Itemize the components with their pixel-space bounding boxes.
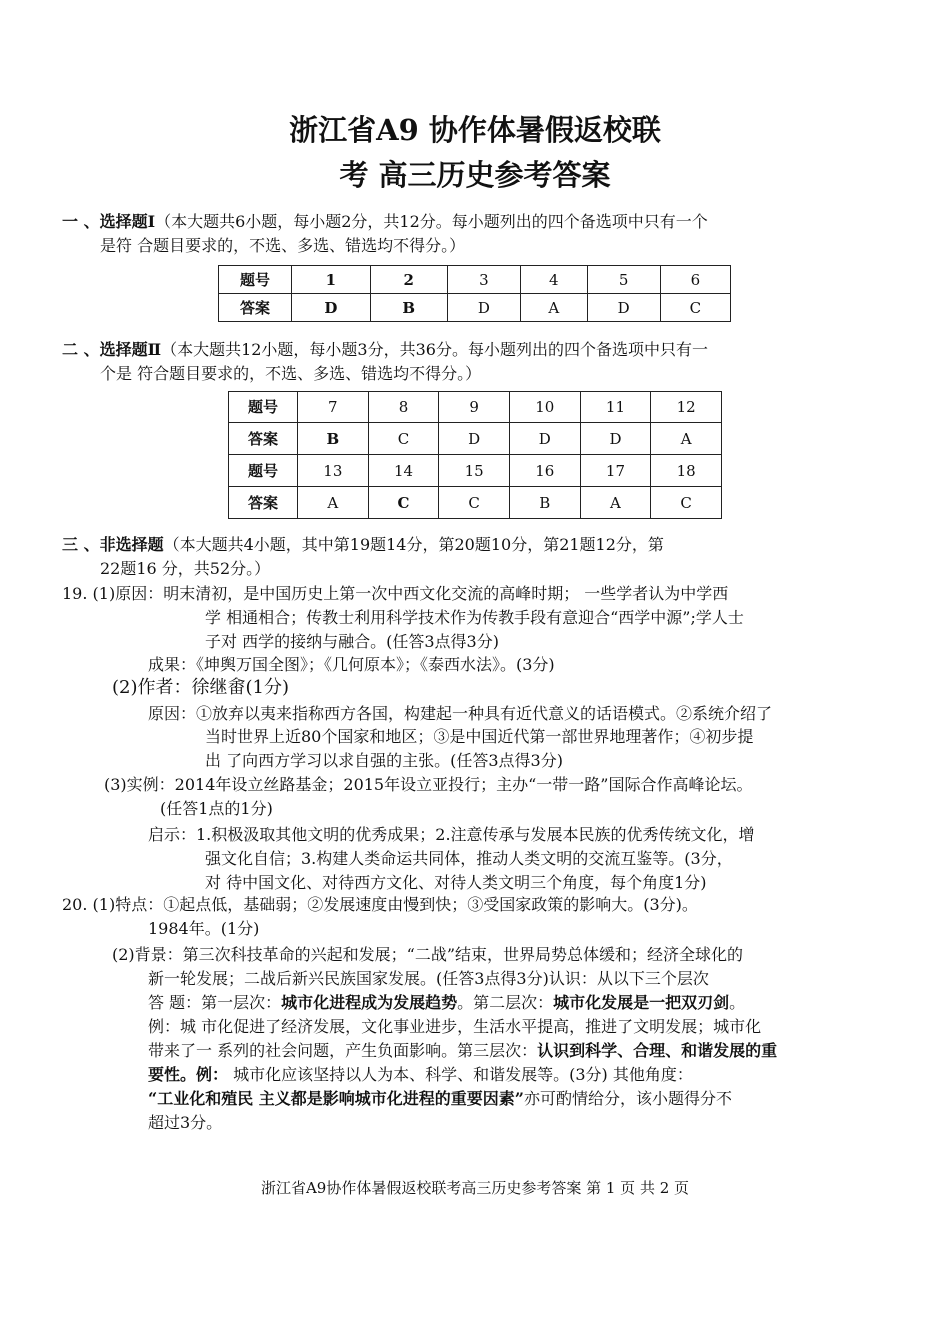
table-cell: 3 (447, 266, 520, 294)
table-cell: 4 (520, 266, 587, 294)
table-cell: D (439, 423, 510, 455)
q20-part2-line3 (148, 991, 745, 1014)
section1-heading (62, 210, 892, 258)
table-cell: 6 (660, 266, 730, 294)
q19-part2-line1: 原因：①放弃以夷来指称西方各国，构建起一种具有近代意义的话语模式。②系统介绍了 (148, 704, 773, 723)
q20-emphasis: 要性。例： (148, 1065, 229, 1084)
table-cell: D (580, 423, 651, 455)
table-cell: C (660, 294, 730, 322)
table-header-question: 题号 (219, 266, 292, 294)
table-cell: A (520, 294, 587, 322)
table-cell: D (587, 294, 660, 322)
table-cell: B (370, 294, 447, 322)
q20-emphasis: 城市化发展是一把双刃剑 (553, 993, 730, 1012)
table-cell: 8 (368, 392, 439, 423)
table-header-question: 题号 (229, 392, 298, 423)
q20-part2-line7 (148, 1087, 732, 1110)
q20-text: 城市化应该坚持以人为本、科学、和谐发展等。(3分) 其他角度： (228, 1065, 693, 1084)
section2-label: 二 、选择题Ⅱ (62, 340, 162, 359)
q20-part1-line1: 20. (1)特点：①起点低，基础弱；②发展速度由慢到快；③受国家政策的影响大。(3分)。 (62, 895, 698, 914)
q19-part2-line2: 当时世界上近80个国家和地区；③是中国近代第一部世界地理著作；④初步提 (205, 727, 754, 746)
table-cell: 14 (368, 455, 439, 487)
table-header-answer: 答案 (229, 487, 298, 519)
q20-text: 带来了一 系列的社会问题，产生负面影响。第三层次： (148, 1041, 538, 1060)
q20-text: 亦可酌情给分，该小题得分不 (523, 1089, 732, 1108)
section2-desc-line1: （本大题共12小题，每小题3分，共36分。每小题列出的四个备选项中只有一 (161, 340, 708, 359)
table-cell: 18 (651, 455, 722, 487)
q20-text: 。第二层次： (457, 993, 554, 1012)
q19-part2-author: (2)作者：徐继畬(1分) (112, 677, 289, 698)
table-cell: 15 (439, 455, 510, 487)
section2-heading (62, 338, 892, 386)
q20-part2-line2: 新一轮发展；二战后新兴民族国家发展。(任答3点得3分)认识：从以下三个层次 (148, 969, 709, 988)
table-cell: D (292, 294, 371, 322)
q19-part1-line1: 19. (1)原因：明末清初，是中国历史上第一次中西文化交流的高峰时期； 一些学者认为中学西 (62, 584, 729, 603)
table-cell: 2 (370, 266, 447, 294)
table-cell: 16 (509, 455, 580, 487)
table-cell: A (651, 423, 722, 455)
table-header-question: 题号 (229, 455, 298, 487)
q20-text: 答 题：第一层次： (148, 993, 282, 1012)
table-cell: C (368, 423, 439, 455)
q19-part2-line3: 出 了向西方学习以求自强的主张。(任答3点得3分) (205, 751, 563, 770)
table-cell: D (509, 423, 580, 455)
section1-desc-line1: （本大题共6小题，每小题2分，共12分。每小题列出的四个备选项中只有一个 (155, 212, 708, 231)
q20-part2-line8: 超过3分。 (148, 1113, 223, 1132)
q19-part3-line5: 对 待中国文化、对待西方文化、对待人类文明三个角度，每个角度1分) (205, 873, 707, 892)
section2-desc-line2: 个是 符合题目要求的，不选、多选、错选均不得分。） (100, 364, 482, 383)
section3-desc-line1: （本大题共4小题，其中第19题14分，第20题10分，第21题12分，第 (163, 535, 664, 554)
section1-label: 一 、选择题Ⅰ (62, 212, 156, 231)
section1-desc-line2: 是符 合题目要求的，不选、多选、错选均不得分。） (100, 236, 466, 255)
table-cell: C (368, 487, 439, 519)
q20-part2-line6 (148, 1063, 693, 1086)
table-cell: C (439, 487, 510, 519)
table-cell: 13 (298, 455, 369, 487)
document-title-line2: 考 高三历史参考答案 (339, 158, 611, 192)
q20-part2-line5 (148, 1039, 777, 1062)
q20-part1-line2: 1984年。(1分) (148, 919, 260, 938)
q19-part3-line3: 启示：1.积极汲取其他文明的优秀成果；2.注意传承与发展本民族的优秀传统文化，增 (148, 825, 755, 844)
table-cell: A (580, 487, 651, 519)
q20-emphasis: “工业化和殖民 主义都是影响城市化进程的重要因素” (148, 1089, 524, 1108)
page-footer: 浙江省A9协作体暑假返校联考高三历史参考答案 第 1 页 共 2 页 (260, 1179, 690, 1197)
table-cell: 17 (580, 455, 651, 487)
answer-table-1 (218, 265, 731, 322)
table-cell: 7 (298, 392, 369, 423)
section3-label: 三 、非选择题 (62, 535, 164, 554)
table-cell: C (651, 487, 722, 519)
q19-part1-line3: 子对 西学的接纳与融合。(任答3点得3分) (205, 632, 499, 651)
q19-part1-line2: 学 相通相合；传教士利用科学技术作为传教手段有意迎合“西学中源”;学人士 (205, 608, 744, 627)
table-cell: A (298, 487, 369, 519)
q20-part2-line4: 例：城 市化促进了经济发展，文化事业进步，生活水平提高，推进了文明发展；城市化 (148, 1017, 762, 1036)
section3-desc-line2: 22题16 分，共52分。） (100, 559, 271, 578)
q19-part3-line2: (任答1点的1分) (160, 799, 273, 818)
table-cell: 11 (580, 392, 651, 423)
table-cell: B (509, 487, 580, 519)
table-cell: 10 (509, 392, 580, 423)
q20-part2-line1: (2)背景：第三次科技革命的兴起和发展；“二战”结束，世界局势总体缓和；经济全球化的 (112, 945, 744, 964)
q19-part1-result: 成果：《坤舆万国全图》；《几何原本》；《泰西水法》。(3分) (148, 655, 555, 674)
table-cell: 12 (651, 392, 722, 423)
q20-emphasis: 城市化进程成为发展趋势 (281, 993, 458, 1012)
answer-table-2 (228, 391, 722, 519)
q20-emphasis: 认识到科学、合理、和谐发展的重 (537, 1041, 778, 1060)
table-cell: D (447, 294, 520, 322)
table-header-answer: 答案 (229, 423, 298, 455)
q19-part3-line4: 强文化自信；3.构建人类命运共同体，推动人类文明的交流互鉴等。(3分， (205, 849, 733, 868)
table-cell: 9 (439, 392, 510, 423)
table-cell: B (298, 423, 369, 455)
q20-text: 。 (729, 993, 746, 1012)
q19-part3-line1: (3)实例：2014年设立丝路基金；2015年设立亚投行；主办“一带一路”国际合作高峰论坛。 (104, 775, 753, 794)
document-title-line1: 浙江省A9 协作体暑假返校联 (289, 113, 661, 147)
section3-heading (62, 533, 892, 581)
table-header-answer: 答案 (219, 294, 292, 322)
table-cell: 1 (292, 266, 371, 294)
table-cell: 5 (587, 266, 660, 294)
